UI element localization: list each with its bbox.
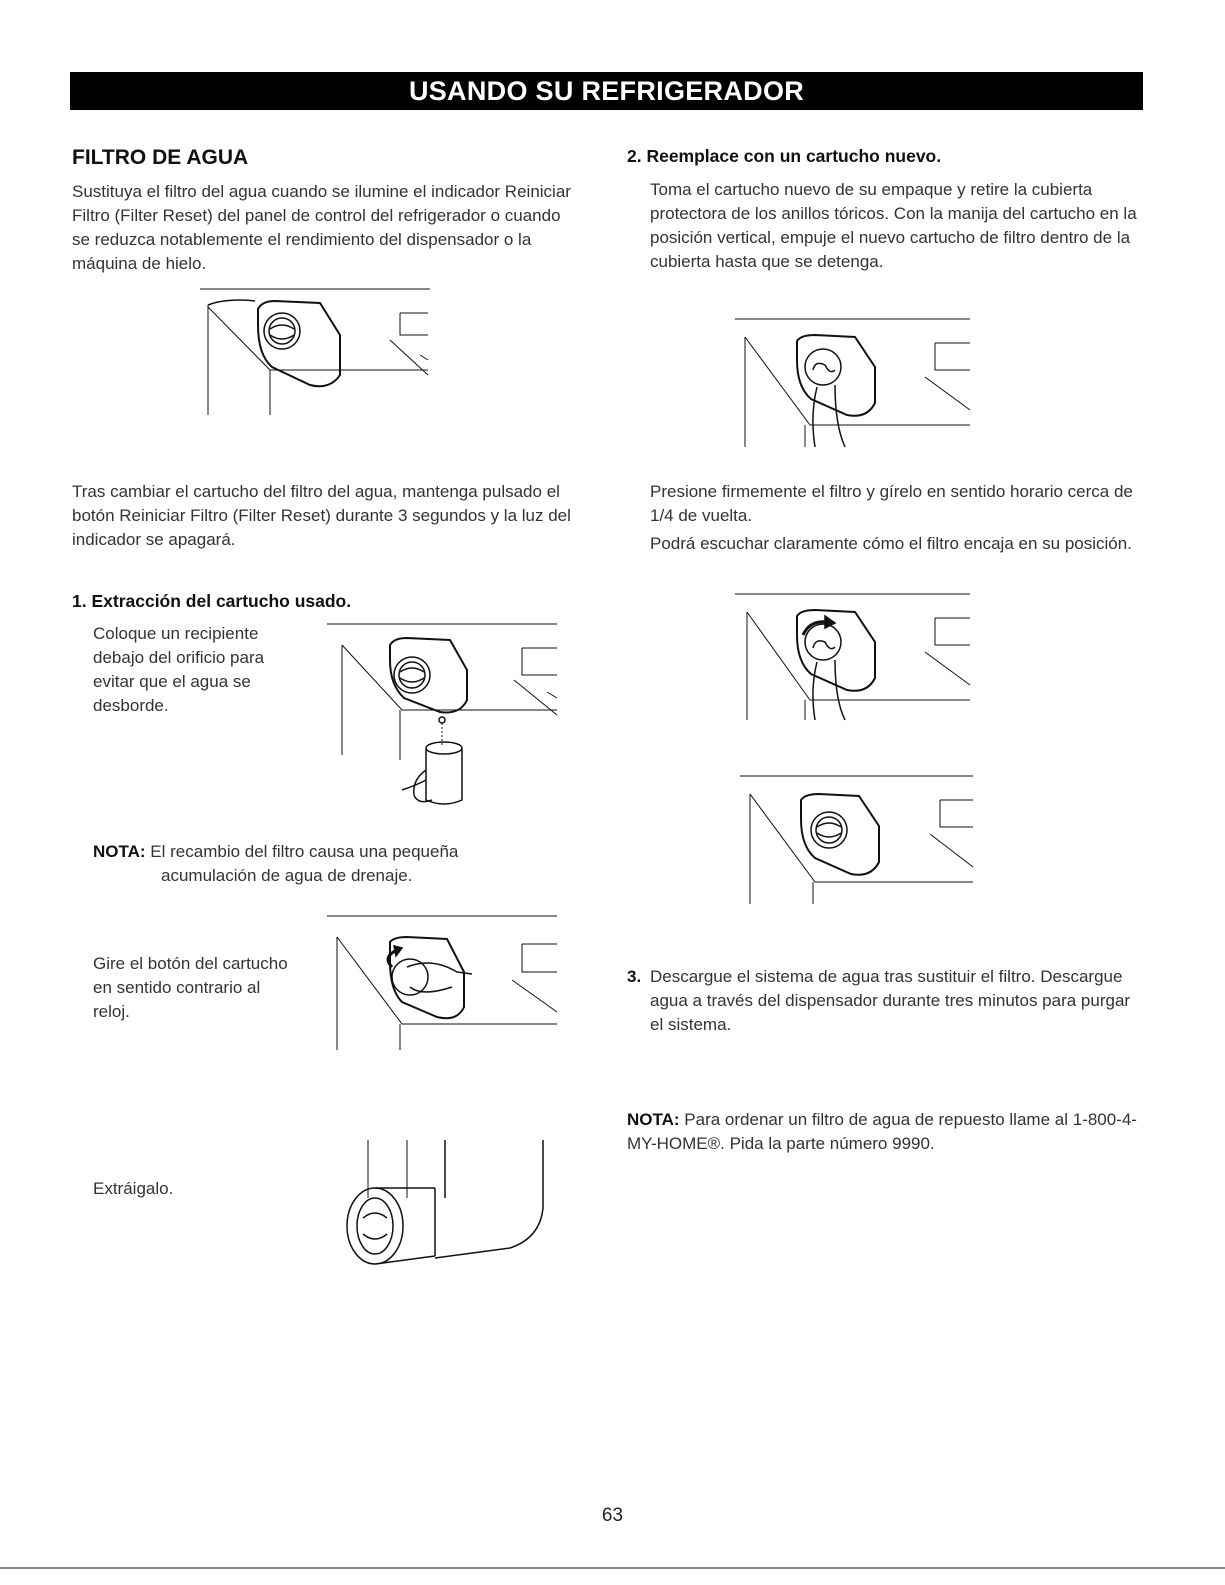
intro-paragraph: Sustituya el filtro del agua cuando se ilumine el indicador Reiniciar Filtro (Filter Reset) del panel de control del refrigerador o cuando se reduzca notablemente el rendimiento del dispensador o la máquina de hielo. <box>72 182 571 273</box>
rotate-paragraph: Gire el botón del cartucho en sentido contrario al reloj. <box>93 954 288 1021</box>
extracted-cartridge-illustration <box>335 1138 555 1288</box>
step3-text: Descargue el sistema de agua tras sustituir el filtro. Descargue agua a través del dispensador durante tres minutos para purgar el sistema. <box>650 967 1131 1034</box>
nota1-label: NOTA: <box>93 842 146 861</box>
page-banner: USANDO SU REFRIGERADOR <box>70 72 1143 110</box>
bottom-rule <box>0 1567 1225 1569</box>
extract-text: Extráigalo. <box>93 1179 174 1198</box>
step2-title: 2. Reemplace con un cartucho nuevo. <box>627 146 942 166</box>
after-change-paragraph: Tras cambiar el cartucho del filtro del agua, mantenga pulsado el botón Reiniciar Filtro (Filter Reset) durante 3 segundos y la luz del indicador se apagará. <box>72 482 571 549</box>
nota1 <box>93 840 573 888</box>
step2-paragraph: Toma el cartucho nuevo de su empaque y retire la cubierta protectora de los anillos tóricos. Con la manija del cartucho en la posición vertical, empuje el nuevo cartucho de filtro dentro de la cubierta hasta que se detenga. <box>650 180 1137 271</box>
filter-housing-illustration <box>200 285 435 420</box>
step3 <box>627 965 1147 1037</box>
section-title: FILTRO DE AGUA <box>72 146 249 169</box>
nota2 <box>627 1108 1147 1156</box>
nota2-text: Para ordenar un filtro de agua de repuesto llame al 1-800-4-MY-HOME®. Pida la parte número 9990. <box>627 1110 1137 1153</box>
rotate-counterclockwise-illustration <box>322 912 562 1052</box>
page-number: 63 <box>601 1505 624 1526</box>
press-paragraph: Presione firmemente el filtro y gírelo en sentido horario cerca de 1/4 de vuelta. <box>650 482 1133 525</box>
nota1-line1: El recambio del filtro causa una pequeña <box>150 842 459 861</box>
click-paragraph: Podrá escuchar claramente cómo el filtro encaja en su posición. <box>650 534 1132 553</box>
container-under-filter-illustration <box>322 620 562 820</box>
step3-number: 3. <box>627 967 642 986</box>
step1-title: 1. Extracción del cartucho usado. <box>72 591 352 611</box>
insert-cartridge-illustration <box>735 315 975 450</box>
nota2-label: NOTA: <box>627 1110 680 1129</box>
step1-paragraph: Coloque un recipiente debajo del orificio para evitar que el agua se desborde. <box>93 624 265 715</box>
rotate-clockwise-illustration <box>735 590 975 725</box>
cartridge-installed-illustration <box>735 772 975 907</box>
nota1-line2: acumulación de agua de drenaje. <box>161 866 413 885</box>
